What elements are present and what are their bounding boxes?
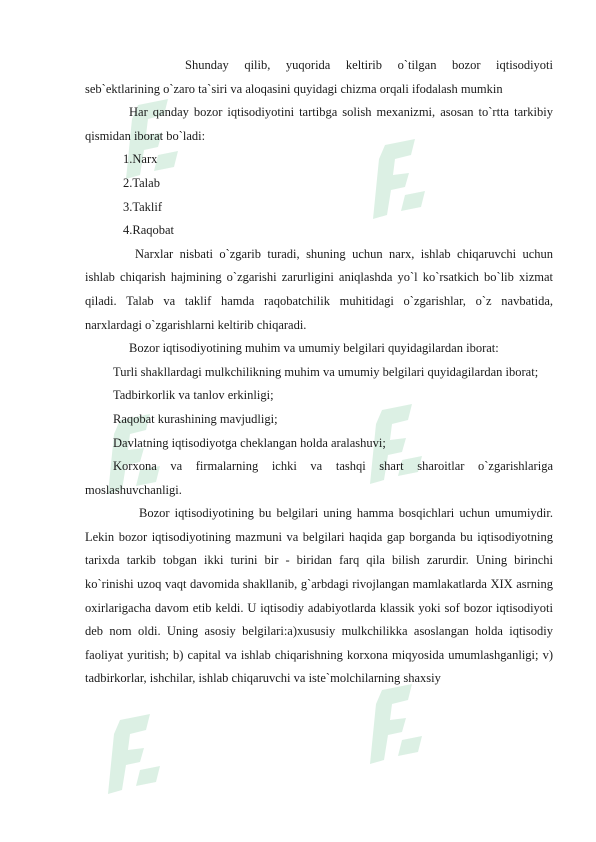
list-item: 1.Narx [123, 152, 158, 167]
paragraph-ownership: Turli shakllardagi mulkchilikning muhim va umumiy belgilari quyidagilardan iborat; [113, 364, 539, 379]
paragraph-mechanism: Har qanday bozor iqtisodiyotini tartibga solish mexanizmi, asosan to`rtta tarkibiy qismidan iborat bo`ladi: [85, 105, 553, 143]
paragraph-competition: Raqobat kurashining mavjudligi; [113, 411, 278, 426]
logo-watermark-icon [100, 710, 170, 800]
logo-watermark-icon [362, 680, 432, 770]
paragraph-entrepreneurship: Tadbirkorlik va tanlov erkinligi; [113, 388, 274, 403]
document-body [85, 54, 553, 691]
list-item: 4.Raqobat [123, 223, 175, 238]
paragraph-state: Davlatning iqtisodiyotga cheklangan holda aralashuvi; [113, 435, 386, 450]
paragraph-history: Bozor iqtisodiyotining bu belgilari uning hamma bosqichlari uchun umumiydir. Lekin bozor iqtisodiyotining mazmuni va belgilari haqida gap borganda bu iqtisodiyotning tarixda tarkib tobgan ikki turini bir - biridan farq qila bilish zarurdir. Uning birinchi ko`rinishi uzoq vaqt davomida shakllanib, g`arbdagi rivojlangan mamlakatlarda XIX asrning oxirlarigacha davom etib keldi. U iqtisodiy adabiyotlarda klassik yoki sof bozor iqtisodiyoti deb nom oldi. Uning asosiy belgilari:a)xususiy mulkchilikka asoslangan holda iqtisodiy faoliyat yuritish; b) capital va ishlab chiqarishning korxona miqyosida umumlashganligi; v) tadbirkorlar, ishchilar, ishlab chiqaruvchi va iste`molchilarning shaxsiy [85, 506, 553, 686]
list-item: 2.Talab [123, 175, 160, 190]
paragraph-adaptability: Korxona va firmalarning ichki va tashqi shart sharoitlar o`zgarishlariga moslashuvchanligi. [85, 459, 553, 497]
paragraph-features-heading: Bozor iqtisodiyotining muhim va umumiy belgilari quyidagilardan iborat: [129, 341, 499, 356]
paragraph-prices: Narxlar nisbati o`zgarib turadi, shuning uchun narx, ishlab chiqaruvchi uchun ishlab chiqarish hajmining o`zgarishi zarurligini aniqlashda yo`l ko`rsatkich bo`lib xizmat qiladi. Talab va taklif hamda raqobatchilik muhitidagi o`zgarishlar, o`z navbatida, narxlardagi o`zgarishlarni keltirib chiqaradi. [85, 246, 553, 332]
paragraph-intro: Shunday qilib, yuqorida keltirib o`tilgan bozor iqtisodiyoti seb`ektlarining o`zaro ta`siri va aloqasini quyidagi chizma orqali ifodalash mumkin [85, 58, 553, 96]
list-item: 3.Taklif [123, 199, 163, 214]
